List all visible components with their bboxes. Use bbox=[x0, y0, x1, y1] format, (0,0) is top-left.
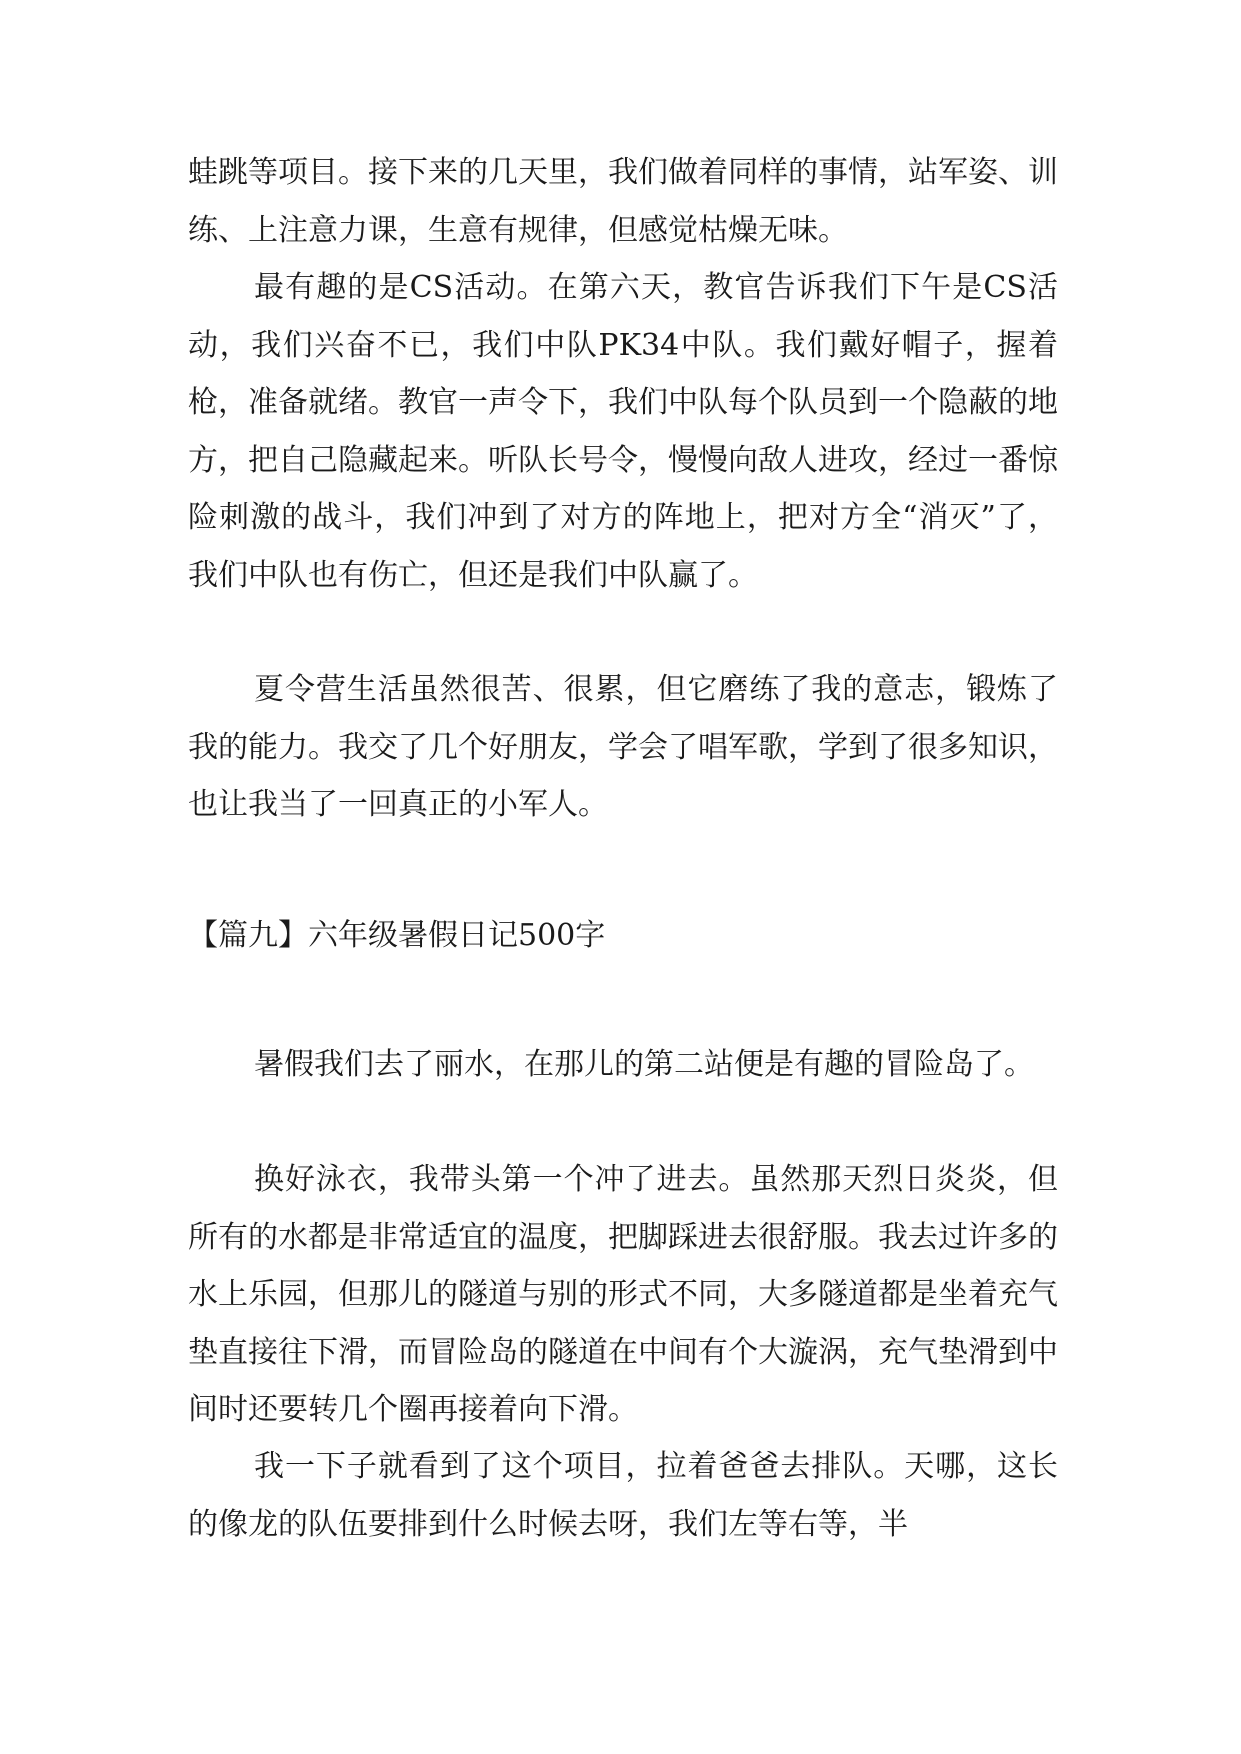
paragraph-lishui-trip: 暑假我们去了丽水，在那儿的第二站便是有趣的冒险岛了。 bbox=[254, 1047, 1034, 1082]
section-heading: 【篇九】六年级暑假日记500字 bbox=[188, 918, 606, 953]
paragraph-queue: 我一下子就看到了这个项目，拉着爸爸去排队。天哪，这长的像龙的队伍要排到什么时候去呀，我们左等右等，半 bbox=[188, 1449, 1058, 1542]
paragraph-water-park: 换好泳衣，我带头第一个冲了进去。虽然那天烈日炎炎，但所有的水都是非常适宜的温度，把脚踩进去很舒服。我去过许多的水上乐园，但那儿的隧道与别的形式不同，大多隧道都是坐着充气垫直接往下滑，而冒险岛的隧道在中间有个大漩涡，充气垫滑到中间时还要转几个圈再接着向下滑。 bbox=[188, 1162, 1058, 1427]
paragraph-cs-activity: 最有趣的是CS活动。在第六天，教官告诉我们下午是CS活动，我们兴奋不已，我们中队PK34中队。我们戴好帽子，握着枪，准备就绪。教官一声令下，我们中队每个队员到一个隐蔽的地方，把自己隐藏起来。听队长号令，慢慢向敌人进攻，经过一番惊险刺激的战斗，我们冲到了对方的阵地上，把对方全“消灭”了，我们中队也有伤亡，但还是我们中队赢了。 bbox=[188, 270, 1058, 593]
paragraph-continued: 蛙跳等项目。接下来的几天里，我们做着同样的事情，站军姿、训练、上注意力课，生意有规律，但感觉枯燥无味。 bbox=[188, 155, 1058, 248]
paragraph-summer-camp-summary: 夏令营生活虽然很苦、很累，但它磨练了我的意志，锻炼了我的能力。我交了几个好朋友，学会了唱军歌，学到了很多知识，也让我当了一回真正的小军人。 bbox=[188, 672, 1058, 822]
